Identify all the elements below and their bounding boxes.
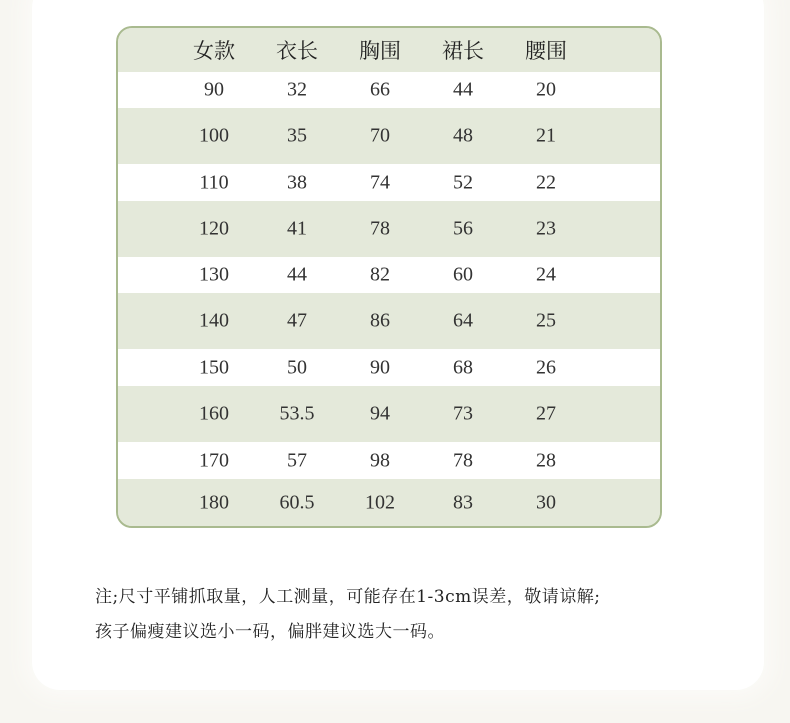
cell-length: 41: [287, 217, 307, 240]
table-row: [118, 201, 660, 257]
cell-size: 100: [199, 124, 229, 147]
cell-length: 47: [287, 309, 307, 332]
cell-skirt-length: 73: [453, 402, 473, 425]
cell-chest: 98: [370, 449, 390, 471]
cell-length: 38: [287, 171, 307, 193]
cell-waist: 25: [536, 309, 556, 332]
cell-skirt-length: 68: [453, 356, 473, 378]
cell-chest: 70: [370, 124, 390, 147]
cell-skirt-length: 56: [453, 217, 473, 240]
cell-skirt-length: 44: [453, 78, 473, 101]
cell-skirt-length: 83: [453, 491, 473, 513]
table-header-row: [118, 28, 660, 72]
header-length: 衣长: [276, 39, 318, 63]
cell-chest: 78: [370, 217, 390, 240]
cell-chest: 94: [370, 402, 390, 425]
table-row: [118, 386, 660, 442]
cell-size: 110: [199, 171, 229, 193]
cell-waist: 20: [536, 78, 556, 101]
cell-size: 180: [199, 491, 229, 513]
table-row: [118, 479, 660, 526]
table-row: [118, 442, 660, 479]
cell-length: 53.5: [279, 402, 315, 425]
cell-length: 57: [287, 449, 307, 471]
header-waist: 腰围: [525, 39, 567, 63]
cell-waist: 24: [536, 263, 556, 286]
cell-size: 170: [199, 449, 229, 471]
cell-waist: 26: [536, 356, 556, 378]
cell-size: 160: [199, 402, 229, 425]
cell-size: 130: [199, 263, 229, 286]
header-skirt-length: 裙长: [442, 39, 484, 63]
cell-size: 90: [204, 78, 224, 101]
cell-waist: 30: [536, 491, 556, 513]
cell-waist: 27: [536, 402, 556, 425]
cell-chest: 74: [370, 171, 390, 193]
cell-length: 32: [287, 78, 307, 101]
cell-chest: 102: [365, 491, 395, 513]
cell-length: 50: [287, 356, 307, 378]
cell-skirt-length: 60: [453, 263, 473, 286]
table-row: [118, 164, 660, 201]
cell-waist: 28: [536, 449, 556, 471]
cell-length: 60.5: [279, 491, 315, 513]
header-size: 女款: [193, 39, 235, 63]
cell-size: 120: [199, 217, 229, 240]
cell-chest: 66: [370, 78, 390, 101]
size-advice-note: 孩子偏瘦建议选小一码，偏胖建议选大一码。: [95, 622, 445, 642]
size-chart-table: [116, 26, 662, 528]
cell-skirt-length: 64: [453, 309, 473, 332]
table-row: [118, 293, 660, 349]
cell-size: 140: [199, 309, 229, 332]
table-row: [118, 72, 660, 108]
table-row: [118, 108, 660, 164]
cell-skirt-length: 78: [453, 449, 473, 471]
table-row: [118, 349, 660, 386]
cell-length: 44: [287, 263, 307, 286]
cell-waist: 22: [536, 171, 556, 193]
cell-skirt-length: 48: [453, 124, 473, 147]
measurement-note: 注;尺寸平铺抓取量，人工测量，可能存在1-3cm误差，敬请谅解;: [95, 587, 601, 607]
cell-length: 35: [287, 124, 307, 147]
cell-skirt-length: 52: [453, 171, 473, 193]
table-row: [118, 257, 660, 293]
cell-chest: 90: [370, 356, 390, 378]
cell-chest: 86: [370, 309, 390, 332]
cell-waist: 21: [536, 124, 556, 147]
cell-size: 150: [199, 356, 229, 378]
cell-chest: 82: [370, 263, 390, 286]
cell-waist: 23: [536, 217, 556, 240]
header-chest: 胸围: [359, 39, 401, 63]
